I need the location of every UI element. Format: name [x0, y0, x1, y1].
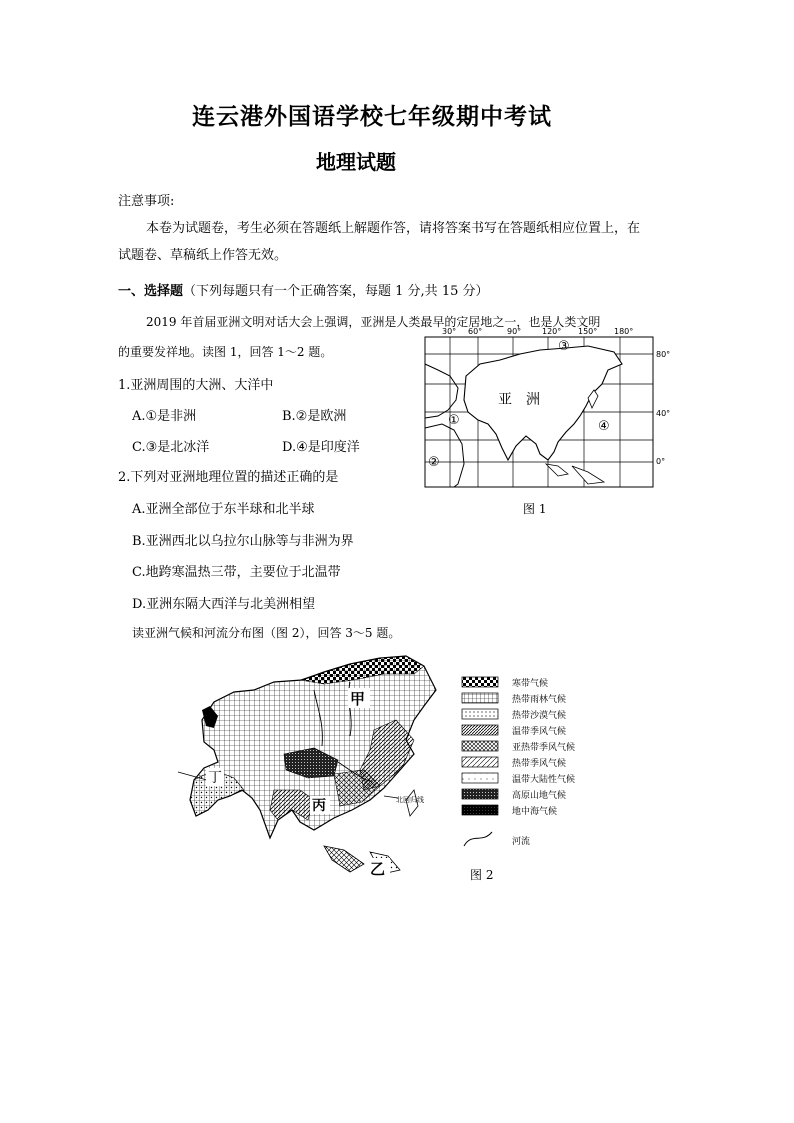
figure-2-legend	[460, 674, 590, 852]
figure-2-map	[174, 650, 446, 900]
q1-option-b: B.②是欧洲	[282, 409, 347, 424]
legend-label: 热带季风气候	[512, 759, 567, 769]
q2-option-d: D.亚洲东隔大西洋与北美洲相望	[132, 597, 316, 612]
legend-label: 河流	[512, 837, 531, 847]
legend-swatch-cold	[462, 677, 498, 687]
lon-label: 60°	[468, 327, 483, 336]
region-label-3: ③	[558, 339, 570, 354]
legend-swatch-temperate-monsoon	[462, 725, 498, 735]
intro-1-line-1: 2019 年首届亚洲文明对话大会上强调，亚洲是人类最早的定居地之一，也是人类文明	[146, 315, 601, 329]
continent-label: 亚 洲	[498, 392, 540, 408]
region-label-4: ④	[598, 419, 610, 434]
figure-2-caption: 图 2	[470, 868, 494, 882]
q2-option-a: A.亚洲全部位于东半球和北半球	[132, 502, 315, 517]
region-label-bing: 丙	[312, 798, 326, 814]
legend-swatch-desert	[462, 709, 498, 719]
island	[324, 846, 364, 872]
region-label-2: ②	[428, 455, 440, 470]
lon-label: 120°	[542, 327, 562, 336]
lat-label: 80°	[656, 350, 671, 359]
notice-line-1: 本卷为试题卷，考生必须在答题纸上解题作答，请将答案书写在答题纸相应位置上，在	[146, 221, 641, 236]
q1-option-a: A.①是非洲	[132, 409, 197, 424]
lon-label: 90°	[507, 327, 522, 336]
intro-1-line-2: 的重要发祥地。读图 1，回答 1～2 题。	[118, 345, 333, 359]
legend-label: 温带大陆性气候	[512, 775, 576, 785]
q1-stem: 1.亚洲周围的大洲、大洋中	[118, 378, 274, 393]
notice-heading: 注意事项:	[118, 194, 175, 209]
lon-label: 30°	[442, 327, 457, 336]
legend-label: 地中海气候	[512, 807, 558, 817]
region-label-yi: 乙	[370, 860, 386, 878]
figure-1-map	[408, 324, 678, 524]
legend-swatch-tropical-monsoon	[462, 757, 498, 767]
exam-subtitle: 地理试题	[316, 150, 396, 174]
exam-title: 连云港外国语学校七年级期中考试	[192, 104, 552, 130]
legend-swatch-rainforest	[462, 693, 498, 703]
legend-swatch-plateau	[462, 789, 498, 799]
q2-option-b: B.亚洲西北以乌拉尔山脉等与非洲为界	[132, 534, 354, 549]
figure-1-caption: 图 1	[523, 502, 547, 516]
legend-swatch-mediterranean	[462, 805, 498, 815]
intro-2: 读亚洲气候和河流分布图（图 2），回答 3～5 题。	[132, 626, 401, 640]
q1-option-c: C.③是北冰洋	[132, 440, 210, 455]
lon-label: 180°	[614, 327, 634, 336]
q2-option-c: C.地跨寒温热三带，主要位于北温带	[132, 565, 341, 580]
legend-swatch-subtropical-monsoon	[462, 741, 498, 751]
q2-stem: 2.下列对亚洲地理位置的描述正确的是	[118, 470, 339, 485]
tropic-label: 北回归线	[396, 796, 424, 804]
section-desc: （下列每题只有一个正确答案，每题 1 分,共 15 分）	[183, 284, 489, 299]
legend-swatch-continental	[462, 773, 498, 783]
q1-option-d: D.④是印度洋	[282, 440, 360, 455]
section-title: 一、选择题	[118, 284, 184, 299]
region-label-ding: 丁	[208, 770, 222, 786]
region-label-jia: 甲	[350, 690, 366, 708]
legend-label: 温带季风气候	[512, 727, 567, 737]
legend-label: 亚热带季风气候	[512, 743, 576, 753]
notice-line-2: 试题卷、草稿纸上作答无效。	[118, 248, 288, 263]
lon-label: 150°	[578, 327, 598, 336]
lat-label: 0°	[656, 457, 666, 466]
section-heading	[118, 280, 489, 299]
legend-swatch-river	[464, 832, 492, 846]
legend-label: 高原山地气候	[512, 791, 567, 801]
legend-label: 热带沙漠气候	[512, 711, 567, 721]
legend-label: 寒带气候	[512, 679, 549, 689]
region-label-1: ①	[448, 413, 460, 428]
legend-label: 热带雨林气候	[512, 695, 567, 705]
lat-label: 40°	[656, 409, 671, 418]
